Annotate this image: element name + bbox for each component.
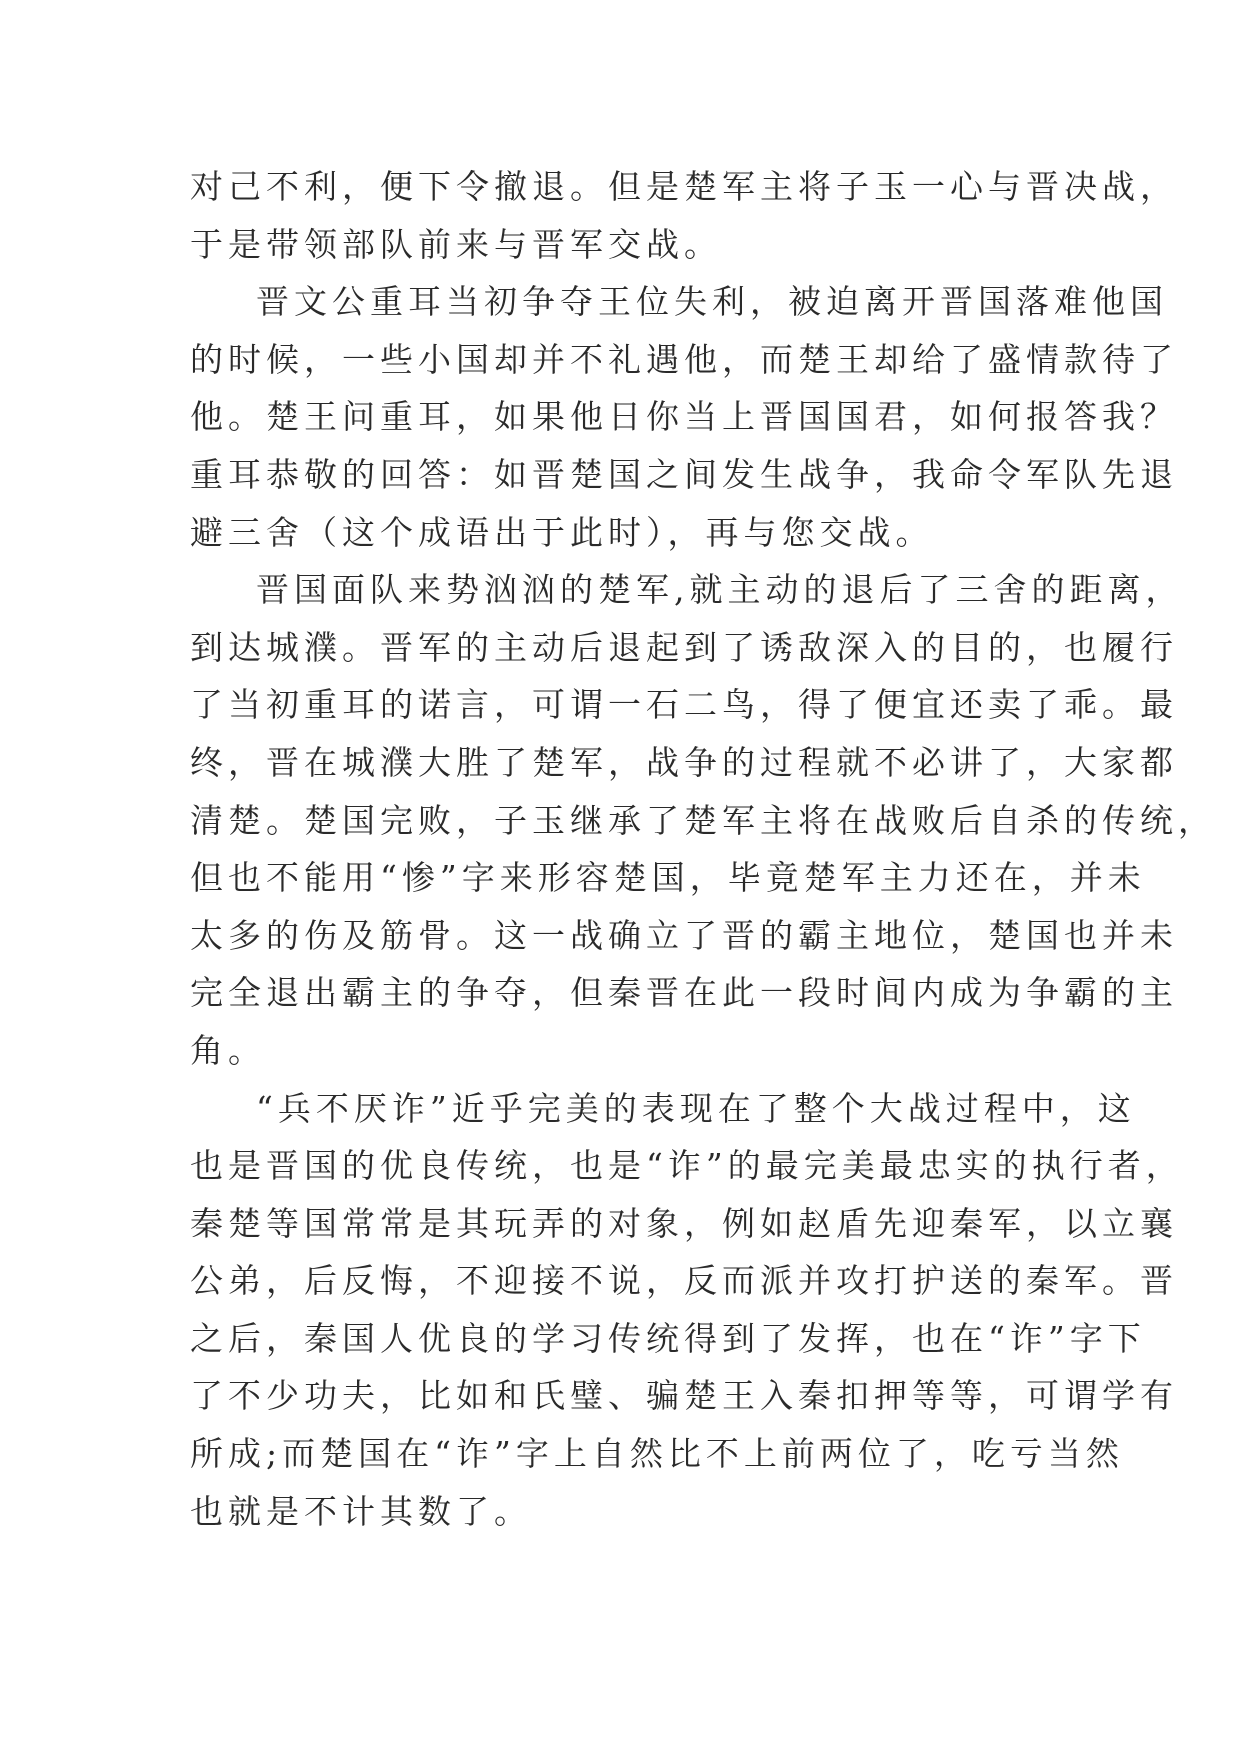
text-line-11: 终，晋在城濮大胜了楚军，战争的过程就不必讲了，大家都 [190,742,1178,782]
text-line-20: 公弟，后反悔，不迎接不说，反而派并攻打护送的秦军。晋 [190,1261,1178,1301]
text-line-17: “兵不厌诈”近乎完美的表现在了整个大战过程中，这 [256,1088,1136,1128]
body-text [190,158,1216,1540]
text-line-15: 完全退出霸主的争夺，但秦晋在此一段时间内成为争霸的主 [190,973,1178,1013]
text-line-13: 但也不能用“惨”字来形容楚国，毕竟楚军主力还在，并未 [190,858,1146,898]
text-line-22: 了不少功夫，比如和氏璧、骗楚王入秦扣押等等，可谓学有 [190,1376,1178,1416]
text-line-3: 晋文公重耳当初争夺王位失利，被迫离开晋国落难他国 [256,282,1168,322]
text-line-18: 也是晋国的优良传统，也是“诈”的最完美最忠实的执行者， [190,1146,1184,1186]
text-line-5: 他。楚王问重耳，如果他日你当上晋国国君，如何报答我？ [190,397,1178,437]
text-line-7: 避三舍（这个成语出于此时），再与您交战。 [190,512,934,552]
text-line-19: 秦楚等国常常是其玩弄的对象，例如赵盾先迎秦军，以立襄 [190,1203,1178,1243]
text-line-24: 也就是不计其数了。 [190,1491,532,1531]
text-line-12: 清楚。楚国完败，子玉继承了楚军主将在战败后自杀的传统， [190,800,1216,840]
text-line-6: 重耳恭敬的回答：如晋楚国之间发生战争，我命令军队先退 [190,454,1178,494]
text-line-16: 角。 [190,1030,266,1070]
text-line-2: 于是带领部队前来与晋军交战。 [190,224,722,264]
text-line-23: 所成;而楚国在“诈”字上自然比不上前两位了，吃亏当然 [190,1434,1124,1474]
text-line-4: 的时候，一些小国却并不礼遇他，而楚王却给了盛情款待了 [190,339,1178,379]
text-line-9: 到达城濮。晋军的主动后退起到了诱敌深入的目的，也履行 [190,627,1178,667]
text-line-21: 之后，秦国人优良的学习传统得到了发挥，也在“诈”字下 [190,1318,1146,1358]
text-line-8: 晋国面队来势汹汹的楚军,就主动的退后了三舍的距离， [256,570,1184,610]
text-line-14: 太多的伤及筋骨。这一战确立了晋的霸主地位，楚国也并未 [190,915,1178,955]
text-line-1: 对己不利，便下令撤退。但是楚军主将子玉一心与晋决战， [190,167,1178,206]
text-line-10: 了当初重耳的诺言，可谓一石二鸟，得了便宜还卖了乖。最 [190,685,1178,725]
